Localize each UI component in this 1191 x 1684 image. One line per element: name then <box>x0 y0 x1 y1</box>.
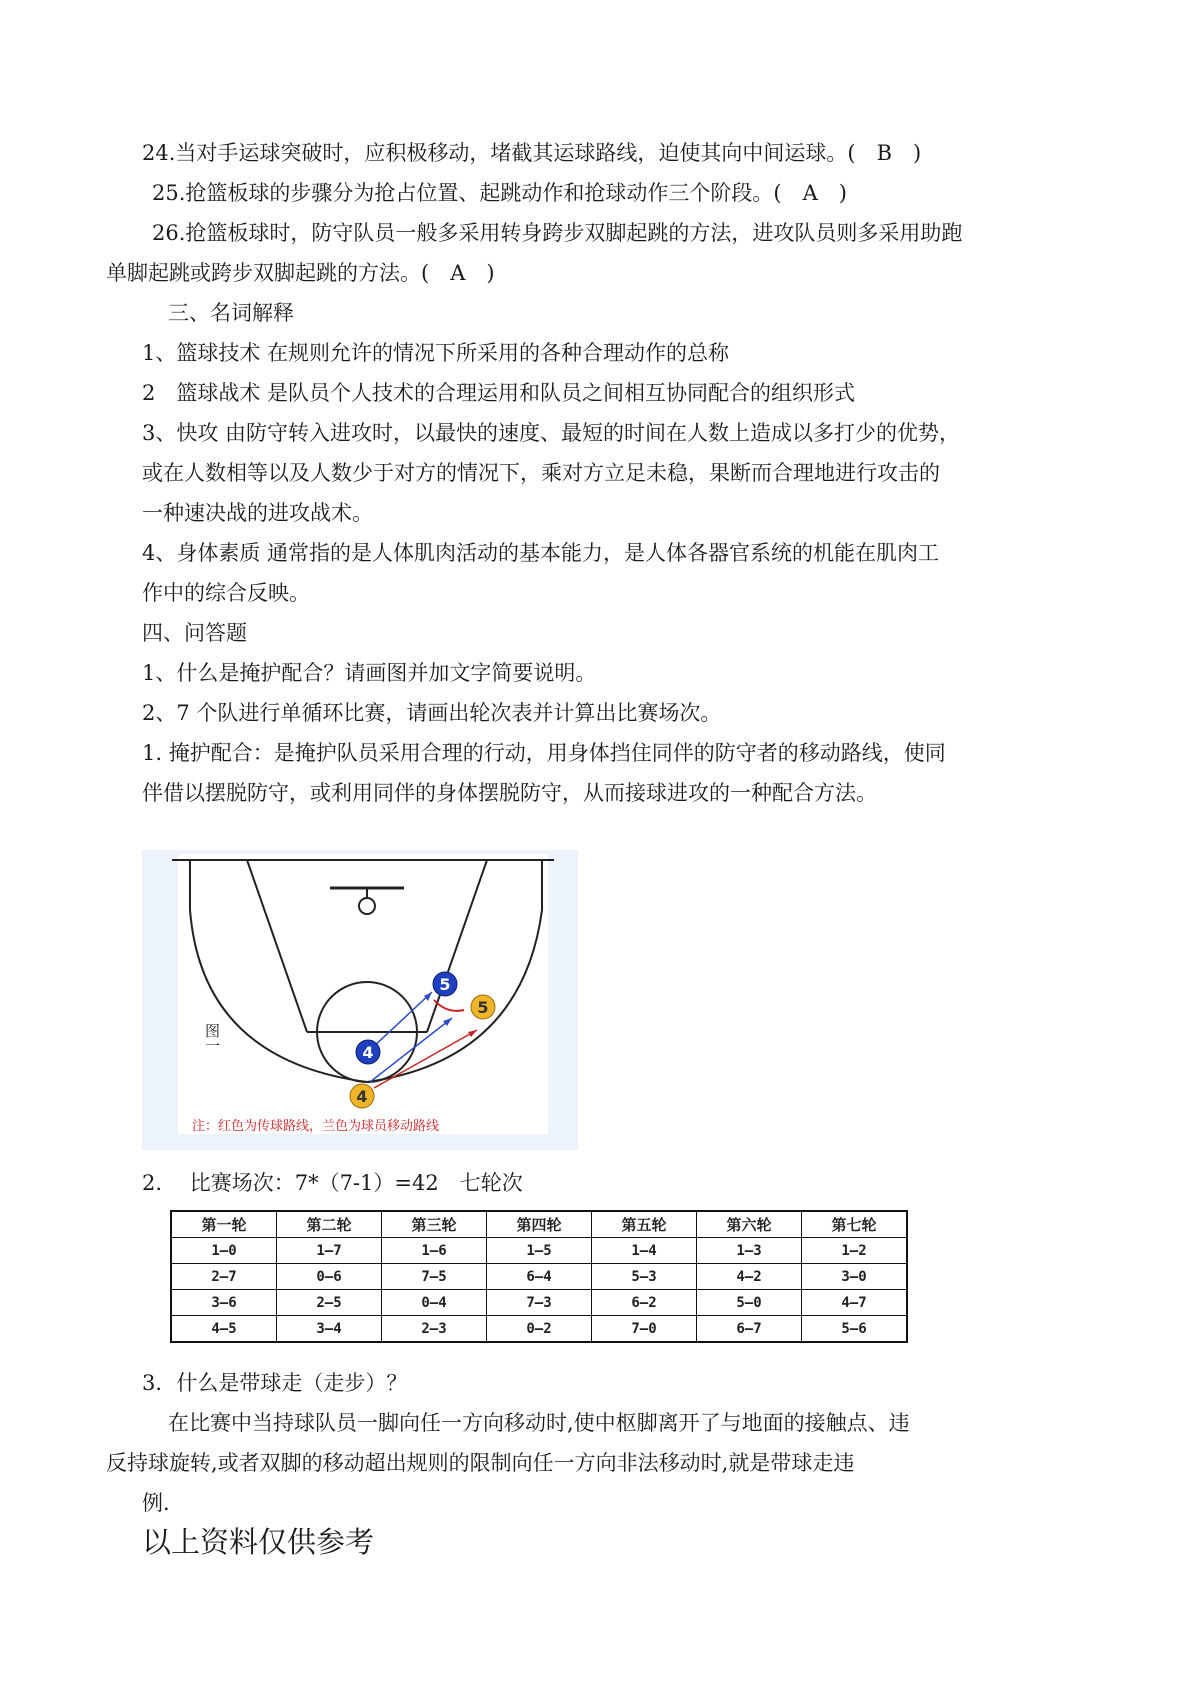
table-cell: 1—6 <box>382 1238 487 1264</box>
table-cell: 2—3 <box>382 1316 487 1343</box>
question-26-line1: 26.抢篮板球时，防守队员一般多采用转身跨步双脚起跳的方法，进攻队员则多采用助跑 <box>152 221 963 245</box>
table-cell: 1—2 <box>802 1238 908 1264</box>
question-25: 25.抢篮板球的步骤分为抢占位置、起跳动作和抢球动作三个阶段。( A ) <box>152 181 847 205</box>
section-heading-terms: 三、名词解释 <box>168 301 294 325</box>
table-cell: 3—0 <box>802 1264 908 1290</box>
table-cell: 7—0 <box>592 1316 697 1343</box>
table-cell: 1—5 <box>487 1238 592 1264</box>
table-header-cell: 第一轮 <box>171 1211 277 1238</box>
table-header-cell: 第五轮 <box>592 1211 697 1238</box>
table-cell: 2—7 <box>171 1264 277 1290</box>
table-cell: 2—5 <box>277 1290 382 1316</box>
section-heading-qa: 四、问答题 <box>142 621 247 645</box>
table-header-cell: 第四轮 <box>487 1211 592 1238</box>
table-header-cell: 第三轮 <box>382 1211 487 1238</box>
table-cell: 1—3 <box>697 1238 802 1264</box>
court-svg <box>142 850 578 1150</box>
table-row <box>171 1316 907 1343</box>
table-cell: 1—7 <box>277 1238 382 1264</box>
table-cell: 6—7 <box>697 1316 802 1343</box>
qa-question-1: 1、什么是掩护配合？请画图并加文字简要说明。 <box>142 661 597 685</box>
screen-play-diagram <box>142 850 578 1150</box>
table-row <box>171 1290 907 1316</box>
answer-1-line1: 1. 掩护配合：是掩护队员采用合理的行动，用身体挡住同伴的防守者的移动路线，使同 <box>142 741 946 765</box>
term-2: 2 篮球战术 是队员个人技术的合理运用和队员之间相互协同配合的组织形式 <box>142 381 856 405</box>
table-cell: 0—6 <box>277 1264 382 1290</box>
table-cell: 1—0 <box>171 1238 277 1264</box>
table-cell: 4—5 <box>171 1316 277 1343</box>
question-26-line2: 单脚起跳或跨步双脚起跳的方法。( A ) <box>106 261 495 285</box>
table-header-cell: 第七轮 <box>802 1211 908 1238</box>
table-cell: 5—0 <box>697 1290 802 1316</box>
table-row <box>171 1264 907 1290</box>
table-header-cell: 第二轮 <box>277 1211 382 1238</box>
term-3-line3: 一种速决战的进攻战术。 <box>142 501 373 525</box>
table-cell: 7—5 <box>382 1264 487 1290</box>
figure-note: 注：红色为传球路线，兰色为球员移动路线 <box>192 1119 440 1134</box>
footer-note: 以上资料仅供参考 <box>142 1525 375 1559</box>
table-cell: 0—2 <box>487 1316 592 1343</box>
table-cell: 5—6 <box>802 1316 908 1343</box>
table-cell: 6—2 <box>592 1290 697 1316</box>
answer-2: 2. 比赛场次：7*（7-1）=42 七轮次 <box>142 1171 523 1195</box>
answer-3-title: 3．什么是带球走（走步）？ <box>142 1371 408 1395</box>
figure-side-label: 图一 <box>203 1023 221 1053</box>
term-3-line2: 或在人数相等以及人数少于对方的情况下，乘对方立足未稳，果断而合理地进行攻击的 <box>142 461 940 485</box>
term-4-line2: 作中的综合反映。 <box>142 581 310 605</box>
answer-3-line1: 在比赛中当持球队员一脚向任一方向移动时,使中枢脚离开了与地面的接触点、违 <box>168 1411 910 1435</box>
table-cell: 0—4 <box>382 1290 487 1316</box>
table-cell: 5—3 <box>592 1264 697 1290</box>
table-row <box>171 1238 907 1264</box>
defender-5-label: 5 <box>439 975 451 994</box>
question-24: 24.当对手运球突破时，应积极移动，堵截其运球路线，迫使其向中间运球。( B ) <box>142 141 922 165</box>
attacker-4-label: 4 <box>356 1087 368 1106</box>
answer-3-line2: 反持球旋转,或者双脚的移动超出规则的限制向任一方向非法移动时,就是带球走违 <box>106 1451 855 1475</box>
table-header-row <box>171 1211 907 1238</box>
term-1: 1、篮球技术 在规则允许的情况下所采用的各种合理动作的总称 <box>142 341 730 365</box>
answer-3-line3: 例. <box>142 1491 170 1515</box>
table-cell: 4—7 <box>802 1290 908 1316</box>
table-cell: 1—4 <box>592 1238 697 1264</box>
answer-1-line2: 伴借以摆脱防守，或利用同伴的身体摆脱防守，从而接球进攻的一种配合方法。 <box>142 781 877 805</box>
qa-question-2: 2、7 个队进行单循环比赛，请画出轮次表并计算出比赛场次。 <box>142 701 722 725</box>
term-3-line1: 3、快攻 由防守转入进攻时，以最快的速度、最短的时间在人数上造成以多打少的优势， <box>142 421 961 445</box>
table-cell: 3—6 <box>171 1290 277 1316</box>
table-header-cell: 第六轮 <box>697 1211 802 1238</box>
defender-4-label: 4 <box>362 1043 374 1062</box>
term-4-line1: 4、身体素质 通常指的是人体肌肉活动的基本能力，是人体各器官系统的机能在肌肉工 <box>142 541 940 565</box>
round-robin-table <box>170 1210 908 1343</box>
table-cell: 6—4 <box>487 1264 592 1290</box>
table-cell: 7—3 <box>487 1290 592 1316</box>
attacker-5-label: 5 <box>477 998 489 1017</box>
table-cell: 4—2 <box>697 1264 802 1290</box>
table-cell: 3—4 <box>277 1316 382 1343</box>
